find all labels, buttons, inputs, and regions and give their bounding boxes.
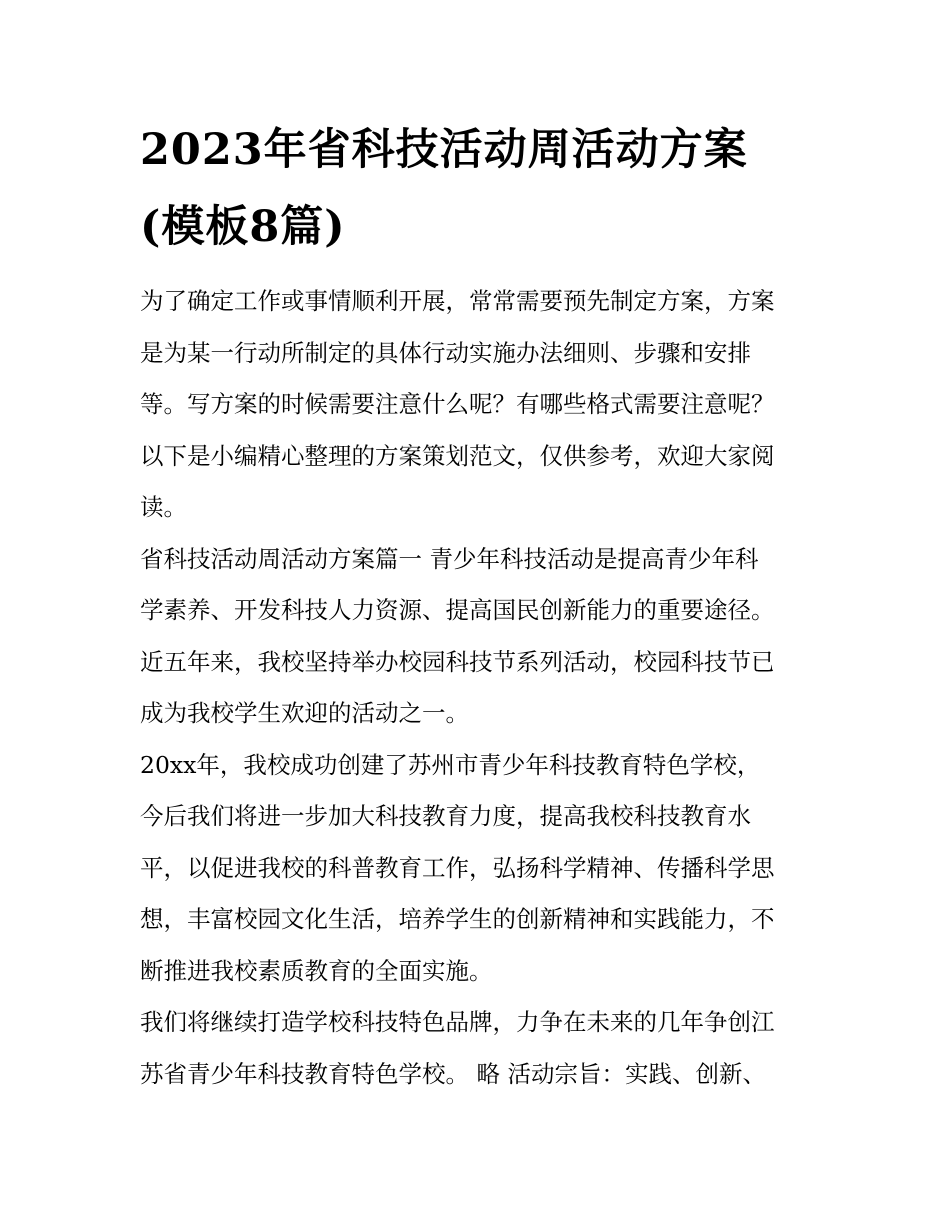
text-line: 学素养、开发科技人力资源、提高国民创新能力的重要途径。 (140, 596, 775, 624)
text-line: 我们将继续打造学校科技特色品牌，力争在未来的几年争创江 (140, 1008, 775, 1036)
text-line: 苏省青少年科技教育特色学校。 略 活动宗旨：实践、创新、 (140, 1059, 766, 1088)
document-title (140, 112, 820, 266)
document-body (140, 276, 830, 1100)
text-line: 断推进我校素质教育的全面实施。 (140, 956, 493, 985)
title-line: 2023年省科技活动周活动方案 (140, 125, 748, 175)
text-line: 等。写方案的时候需要注意什么呢？有哪些格式需要注意呢？ (140, 390, 775, 418)
text-line: 是为某一行动所制定的具体行动实施办法细则、步骤和安排 (140, 338, 751, 367)
text-line: 成为我校学生欢迎的活动之一。 (140, 699, 469, 727)
text-line: 为了确定工作或事情顺利开展，常常需要预先制定方案，方案 (140, 287, 775, 315)
text-line: 平，以促进我校的科普教育工作，弘扬科学精神、传播科学思 (140, 853, 775, 882)
text-line: 以下是小编精心整理的方案策划范文，仅供参考，欢迎大家阅 (140, 441, 775, 470)
text-line: 今后我们将进一步加大科技教育力度，提高我校科技教育水 (140, 802, 751, 830)
text-line: 想，丰富校园文化生活，培养学生的创新精神和实践能力，不 (140, 905, 775, 933)
title-line: (模板8篇) (140, 202, 346, 252)
text-line: 20xx年，我校成功创建了苏州市青少年科技教育特色学校， (140, 750, 761, 779)
text-line: 近五年来，我校坚持举办校园科技节系列活动，校园科技节已 (140, 647, 775, 676)
text-line: 省科技活动周活动方案篇一 青少年科技活动是提高青少年科 (140, 544, 759, 573)
text-line: 读。 (140, 493, 187, 521)
